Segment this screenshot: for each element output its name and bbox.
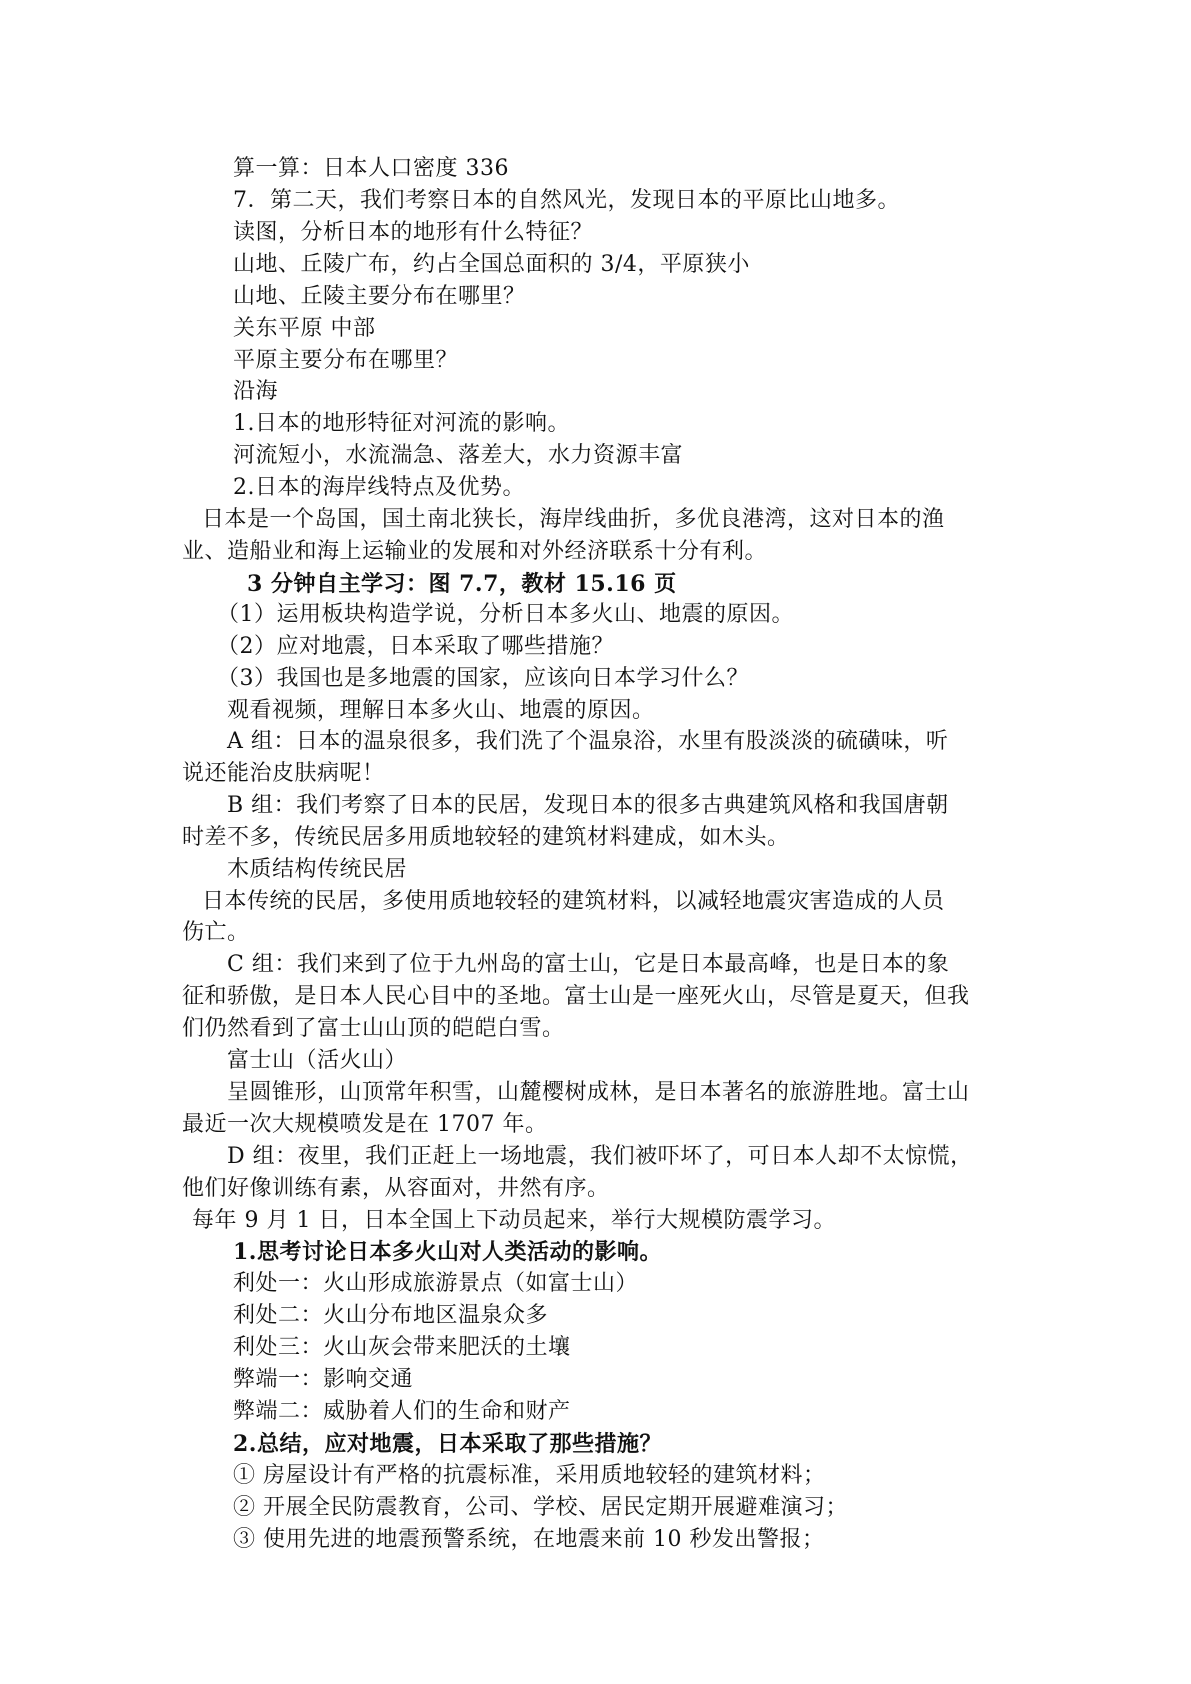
text-line: A 组：日本的温泉很多，我们洗了个温泉浴，水里有股淡淡的硫磺味，听 [227,729,949,754]
text-line: 时差不多，传统民居多用质地较轻的建筑材料建成，如木头。 [182,825,790,850]
text-line: 2.日本的海岸线特点及优势。 [233,475,525,500]
text-line: 平原主要分布在哪里？ [233,348,459,373]
section-heading: 3 分钟自主学习：图 7.7，教材 15.16 页 [247,571,677,597]
text-line: 沿海 [233,379,279,404]
text-line: （2）应对地震，日本采取了哪些措施？ [217,634,614,659]
text-line: 他们好像训练有素，从容面对，井然有序。 [182,1176,610,1201]
text-line: 征和骄傲，是日本人民心目中的圣地。富士山是一座死火山，尽管是夏天，但我 [182,984,970,1009]
text-line: 利处三：火山灰会带来肥沃的土壤 [233,1335,571,1360]
text-line: 伤亡。 [182,920,250,945]
text-line: 木质结构传统民居 [227,857,408,882]
text-line: （1）运用板块构造学说，分析日本多火山、地震的原因。 [217,602,794,627]
section-heading: 2.总结，应对地震，日本采取了那些措施？ [233,1431,662,1457]
text-line: C 组：我们来到了位于九州岛的富士山，它是日本最高峰，也是日本的象 [227,952,950,977]
text-line: 山地、丘陵广布，约占全国总面积的 3/4，平原狭小 [233,252,750,277]
text-line: 读图，分析日本的地形有什么特征？ [233,220,594,245]
list-item: ① 房屋设计有严格的抗震标准，采用质地较轻的建筑材料； [233,1463,826,1488]
text-line: 1.日本的地形特征对河流的影响。 [233,411,570,436]
text-line: 业、造船业和海上运输业的发展和对外经济联系十分有利。 [182,539,768,564]
text-line: 每年 9 月 1 日，日本全国上下动员起来，举行大规模防震学习。 [192,1208,836,1233]
text-line: 观看视频，理解日本多火山、地震的原因。 [227,698,655,723]
text-line: 利处一：火山形成旅游景点（如富士山） [233,1271,639,1296]
text-line: B 组：我们考察了日本的民居，发现日本的很多古典建筑风格和我国唐朝 [227,793,949,818]
text-line: 关东平原 中部 [233,316,376,341]
text-line: 们仍然看到了富士山山顶的皑皑白雪。 [182,1016,565,1041]
text-line: 河流短小，水流湍急、落差大，水力资源丰富 [233,443,684,468]
text-line: D 组：夜里，我们正赶上一场地震，我们被吓坏了，可日本人却不太惊慌， [227,1144,973,1169]
text-line: 呈圆锥形，山顶常年积雪，山麓樱树成林，是日本著名的旅游胜地。富士山 [227,1080,970,1105]
text-line: 算一算：日本人口密度 336 [233,156,509,181]
text-line: 弊端二：威胁着人们的生命和财产 [233,1399,571,1424]
text-line: 7．第二天，我们考察日本的自然风光，发现日本的平原比山地多。 [233,188,900,213]
text-line: 山地、丘陵主要分布在哪里？ [233,284,526,309]
list-item: ② 开展全民防震教育，公司、学校、居民定期开展避难演习； [233,1495,848,1520]
text-line: 富士山（活火山） [227,1048,408,1073]
text-line: 最近一次大规模喷发是在 1707 年。 [182,1112,548,1137]
list-item: ③ 使用先进的地震预警系统，在地震来前 10 秒发出警报； [233,1527,825,1552]
text-line: 弊端一：影响交通 [233,1367,414,1392]
text-line: 日本传统的民居，多使用质地较轻的建筑材料，以减轻地震灾害造成的人员 [202,889,945,914]
text-line: 利处二：火山分布地区温泉众多 [233,1303,549,1328]
section-heading: 1.思考讨论日本多火山对人类活动的影响。 [233,1239,662,1265]
text-line: （3）我国也是多地震的国家，应该向日本学习什么？ [217,666,749,691]
text-line: 日本是一个岛国，国土南北狭长，海岸线曲折，多优良港湾，这对日本的渔 [202,507,945,532]
text-line: 说还能治皮肤病呢！ [182,761,385,786]
